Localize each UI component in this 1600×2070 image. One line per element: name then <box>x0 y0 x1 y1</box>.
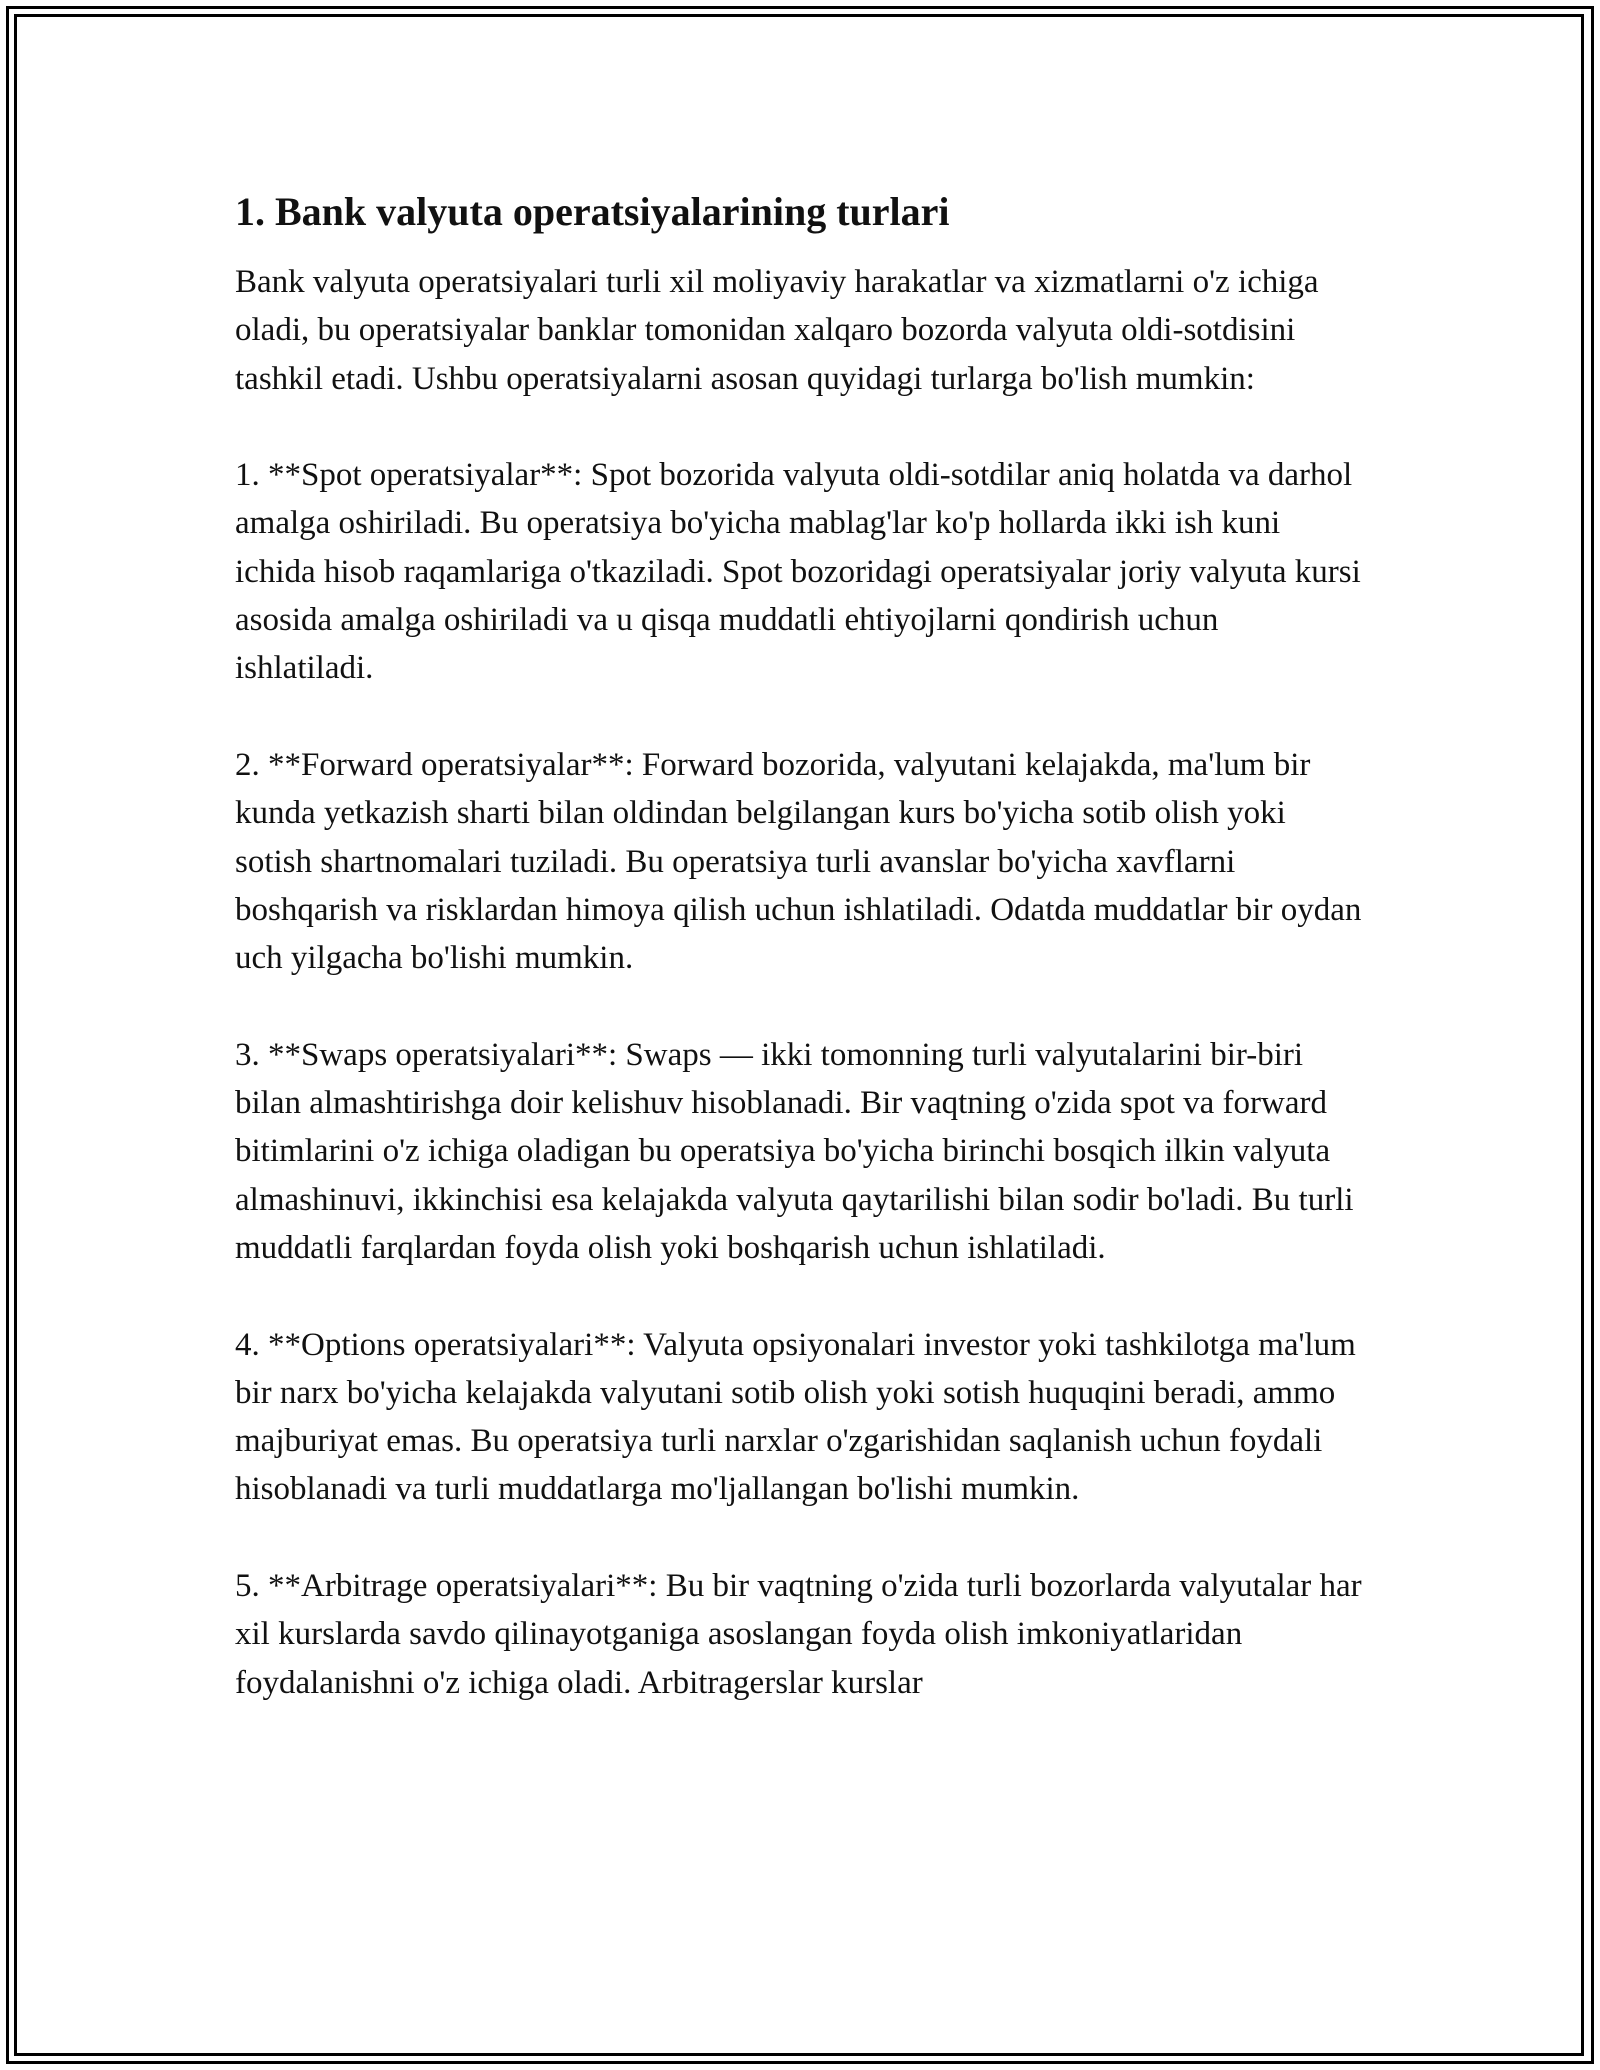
spot-operations-paragraph: 1. **Spot operatsiyalar**: Spot bozorida valyuta oldi-sotdilar aniq holatda va darhol amalga oshiriladi. Bu operatsiya bo'yicha mablag'lar ko'p hollarda ikki ish kuni ichida hisob raqamlariga o'tkaziladi. Spot bozoridagi operatsiyalar joriy valyuta kursi asosida amalga oshiriladi va u qisqa muddatli ehtiyojlarni qondirish uchun ishlatiladi. <box>235 457 1361 687</box>
forward-operations-paragraph: 2. **Forward operatsiyalar**: Forward bozorida, valyutani kelajakda, ma'lum bir kunda yetkazish sharti bilan oldindan belgilangan kurs bo'yicha sotib olish yoki sotish shartnomalari tuziladi. Bu operatsiya turli avanslar bo'yicha xavflarni boshqarish va risklardan himoya qilish uchun ishlatiladi. Odatda muddatlar bir oydan uch yilgacha bo'lishi mumkin. <box>235 746 1362 977</box>
options-operations-paragraph: 4. **Options operatsiyalari**: Valyuta opsiyonalari investor yoki tashkilotga ma'lum bir narx bo'yicha kelajakda valyutani sotib olish yoki sotish huquqini beradi, ammo majburiyat emas. Bu operatsiya turli narxlar o'zgarishidan saqlanish uchun foydali hisoblanadi va turli muddatlarga mo'ljallangan bo'lishi mumkin. <box>235 1326 1356 1508</box>
intro-paragraph: Bank valyuta operatsiyalari turli xil moliyaviy harakatlar va xizmatlarni o'z ichiga oladi, bu operatsiyalar banklar tomonidan xalqaro bozorda valyuta oldi-sotdisini tashkil etadi. Ushbu operatsiyalarni asosan quyidagi turlarga bo'lish mumkin: <box>235 264 1319 397</box>
document-body <box>235 180 1365 1755</box>
arbitrage-operations-paragraph: 5. **Arbitrage operatsiyalari**: Bu bir vaqtning o'zida turli bozorlarda valyutalar har xil kurslarda savdo qilinayotganiga asoslangan foyda olish imkoniyatlaridan foydalanishni o'z ichiga oladi. Arbitragerslar kurslar <box>235 1568 1362 1701</box>
swaps-operations-paragraph: 3. **Swaps operatsiyalari**: Swaps — ikki tomonning turli valyutalarini bir-biri bilan almashtirishga doir kelishuv hisoblanadi. Bir vaqtning o'zida spot va forward bitimlarini o'z ichiga oladigan bu operatsiya bo'yicha birinchi bosqich ilkin valyuta almashinuvi, ikkinchisi esa kelajakda valyuta qaytarilishi bilan sodir bo'ladi. Bu turli muddatli farqlardan foyda olish yoki boshqarish uchun ishlatiladi. <box>235 1036 1354 1266</box>
section-heading: 1. Bank valyuta operatsiyalarining turlari <box>235 189 950 234</box>
